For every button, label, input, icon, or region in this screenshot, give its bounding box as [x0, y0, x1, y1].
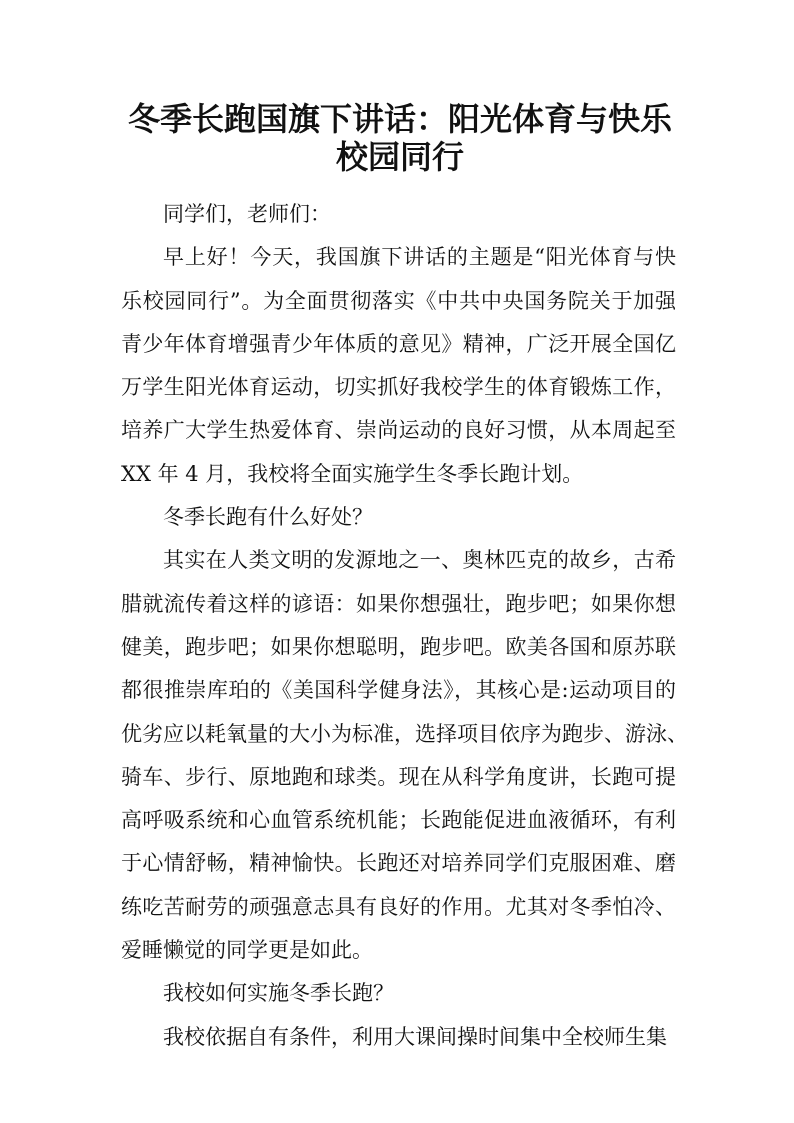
paragraph	[121, 193, 676, 236]
text-line: 骑车、步行、原地跑和球类。现在从科学角度讲，长跑可提	[121, 764, 676, 789]
text-line: 练吃苦耐劳的顽强意志具有良好的作用。尤其对冬季怕冷、	[121, 894, 676, 919]
text-line: 同学们，老师们：	[163, 202, 331, 226]
text-line: 冬季长跑有什么好处？	[163, 505, 373, 530]
title-line: 冬季长跑国旗下讲话：阳光体育与快乐	[127, 100, 672, 138]
text-line: 高呼吸系统和心血管系统机能；长跑能促进血液循环，有利	[121, 808, 676, 833]
title-line: 校园同行	[335, 138, 464, 176]
text-line: 万学生阳光体育运动，切实抓好我校学生的体育锻炼工作，	[121, 375, 676, 400]
text-line: XX 年 4 月，我校将全面实施学生冬季长跑计划。	[121, 461, 584, 486]
paragraph	[121, 236, 676, 496]
text-line: 其实在人类文明的发源地之一、奥林匹克的故乡，古希	[163, 548, 676, 573]
text-line: 我校如何实施冬季长跑？	[163, 981, 394, 1006]
document-title	[110, 100, 690, 176]
paragraph	[121, 1016, 676, 1059]
text-line: 于心情舒畅，精神愉快。长跑还对培养同学们克服困难、磨	[121, 851, 676, 876]
paragraph	[121, 539, 688, 972]
text-line: 健美，跑步吧；如果你想聪明，跑步吧。欧美各国和原苏联	[121, 634, 676, 659]
text-line: 乐校园同行”。为全面贯彻落实《中共中央国务院关于加强	[121, 288, 676, 313]
text-line: 培养广大学生热爱体育、崇尚运动的良好习惯，从本周起至	[121, 418, 676, 443]
text-line: 爱睡懒觉的同学更是如此。	[121, 938, 373, 963]
text-line: 我校依据自有条件，利用大课间操时间集中全校师生集	[163, 1024, 667, 1049]
text-line: 腊就流传着这样的谚语：如果你想强壮，跑步吧；如果你想	[121, 591, 676, 616]
text-line: 早上好！今天，我国旗下讲话的主题是“阳光体育与快	[163, 245, 676, 270]
text-line: 都很推崇库珀的《美国科学健身法》，其核心是:运动项目的	[121, 678, 676, 703]
text-line: 青少年体育增强青少年体质的意见》精神，广泛开展全国亿	[121, 331, 676, 356]
paragraph	[121, 972, 676, 1015]
paragraph	[121, 496, 676, 539]
text-line: 优劣应以耗氧量的大小为标准，选择项目依序为跑步、游泳、	[121, 721, 688, 746]
document-body	[121, 193, 688, 1059]
